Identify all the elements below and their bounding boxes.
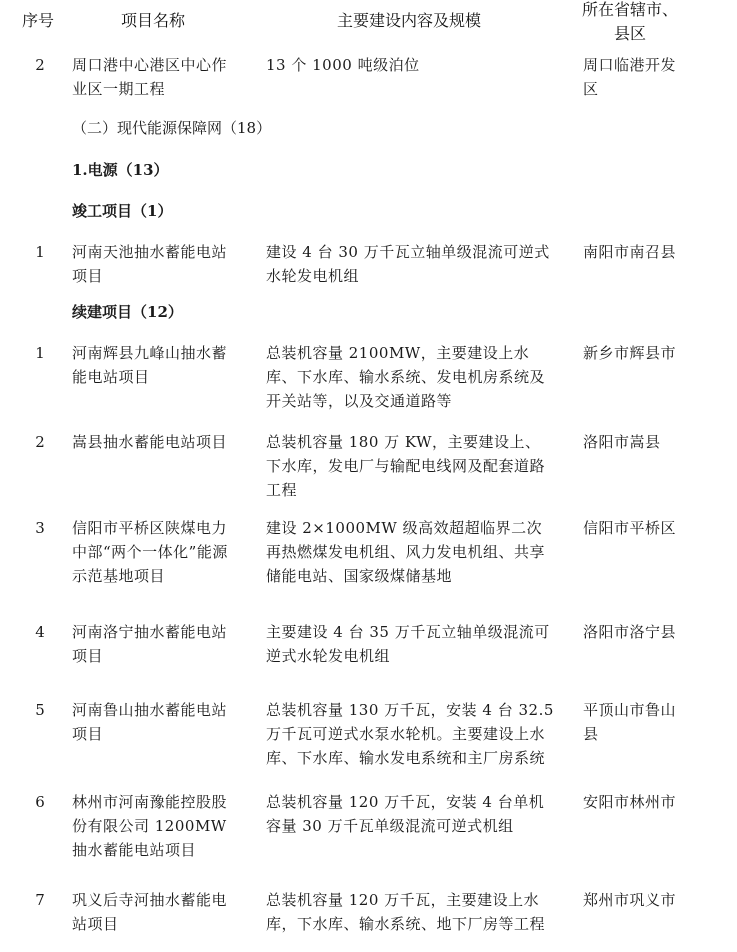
header-location: 所在省辖市、县区 (581, 0, 678, 43)
row-location: 新乡市辉县市 (583, 344, 677, 362)
row-project-name: 河南辉县九峰山抽水蓄能电站项目 (72, 344, 228, 386)
row-project-name: 周口港中心港区中心作业区一期工程 (72, 56, 228, 98)
row-content: 主要建设 4 台 35 万千瓦立轴单级混流可逆式水轮发电机组 (266, 623, 550, 665)
continuing-group-heading: 续建项目（12） (72, 303, 183, 321)
header-name: 项目名称 (121, 11, 186, 30)
row-project-name: 河南洛宁抽水蓄能电站项目 (72, 623, 228, 665)
row-location: 周口临港开发区 (583, 56, 677, 98)
row-content: 总装机容量 180 万 KW，主要建设上、下水库，发电厂与输配电线网及配套道路工程 (266, 433, 546, 499)
row-project-name: 林州市河南豫能控股股份有限公司 1200MW 抽水蓄能电站项目 (72, 793, 228, 859)
header-content: 主要建设内容及规模 (337, 11, 482, 30)
row-location: 郑州市巩义市 (583, 891, 677, 909)
row-number: 7 (35, 891, 45, 909)
row-number: 5 (35, 701, 45, 719)
row-number: 3 (35, 519, 45, 537)
row-content: 总装机容量 120 万千瓦，安装 4 台单机容量 30 万千瓦单级混流可逆式机组 (266, 793, 545, 835)
row-content: 13 个 1000 吨级泊位 (266, 56, 420, 74)
row-number: 2 (35, 56, 45, 74)
row-number: 1 (35, 344, 45, 362)
row-location: 南阳市南召县 (583, 243, 677, 261)
header-seq: 序号 (22, 11, 55, 30)
row-project-name: 河南天池抽水蓄能电站项目 (72, 243, 228, 285)
row-content: 总装机容量 120 万千瓦，主要建设上水库，下水库、输水系统、地下厂房等工程 (266, 891, 546, 933)
row-content: 总装机容量 130 万千瓦，安装 4 台 32.5 万千瓦可逆式水泵水轮机。主要建设上水库、下水库、输水发电系统和主厂房系统 (266, 701, 554, 767)
row-location: 信阳市平桥区 (583, 519, 677, 537)
row-project-name: 河南鲁山抽水蓄能电站项目 (72, 701, 228, 743)
row-project-name: 嵩县抽水蓄能电站项目 (72, 433, 228, 451)
row-number: 4 (35, 623, 45, 641)
row-project-name: 巩义后寺河抽水蓄能电站项目 (72, 891, 228, 933)
row-location: 洛阳市嵩县 (583, 433, 661, 451)
subcategory-heading: 1.电源（13） (72, 161, 169, 179)
completed-group-heading: 竣工项目（1） (72, 202, 173, 220)
row-content: 总装机容量 2100MW，主要建设上水库、下水库、输水系统、发电机房系统及开关站等，以及交通道路等 (266, 344, 546, 410)
row-content: 建设 4 台 30 万千瓦立轴单级混流可逆式水轮发电机组 (266, 243, 550, 285)
row-number: 1 (35, 243, 45, 261)
row-location: 平顶山市鲁山县 (583, 701, 677, 743)
row-location: 安阳市林州市 (583, 793, 677, 811)
category-heading: （二）现代能源保障网（18） (72, 119, 272, 137)
row-project-name: 信阳市平桥区陕煤电力中部“两个一体化”能源示范基地项目 (72, 519, 228, 585)
row-number: 6 (35, 793, 45, 811)
row-content: 建设 2×1000MW 级高效超超临界二次再热燃煤发电机组、风力发电机组、共享储能电站、国家级煤储基地 (266, 519, 546, 585)
row-location: 洛阳市洛宁县 (583, 623, 677, 641)
row-number: 2 (35, 433, 45, 451)
